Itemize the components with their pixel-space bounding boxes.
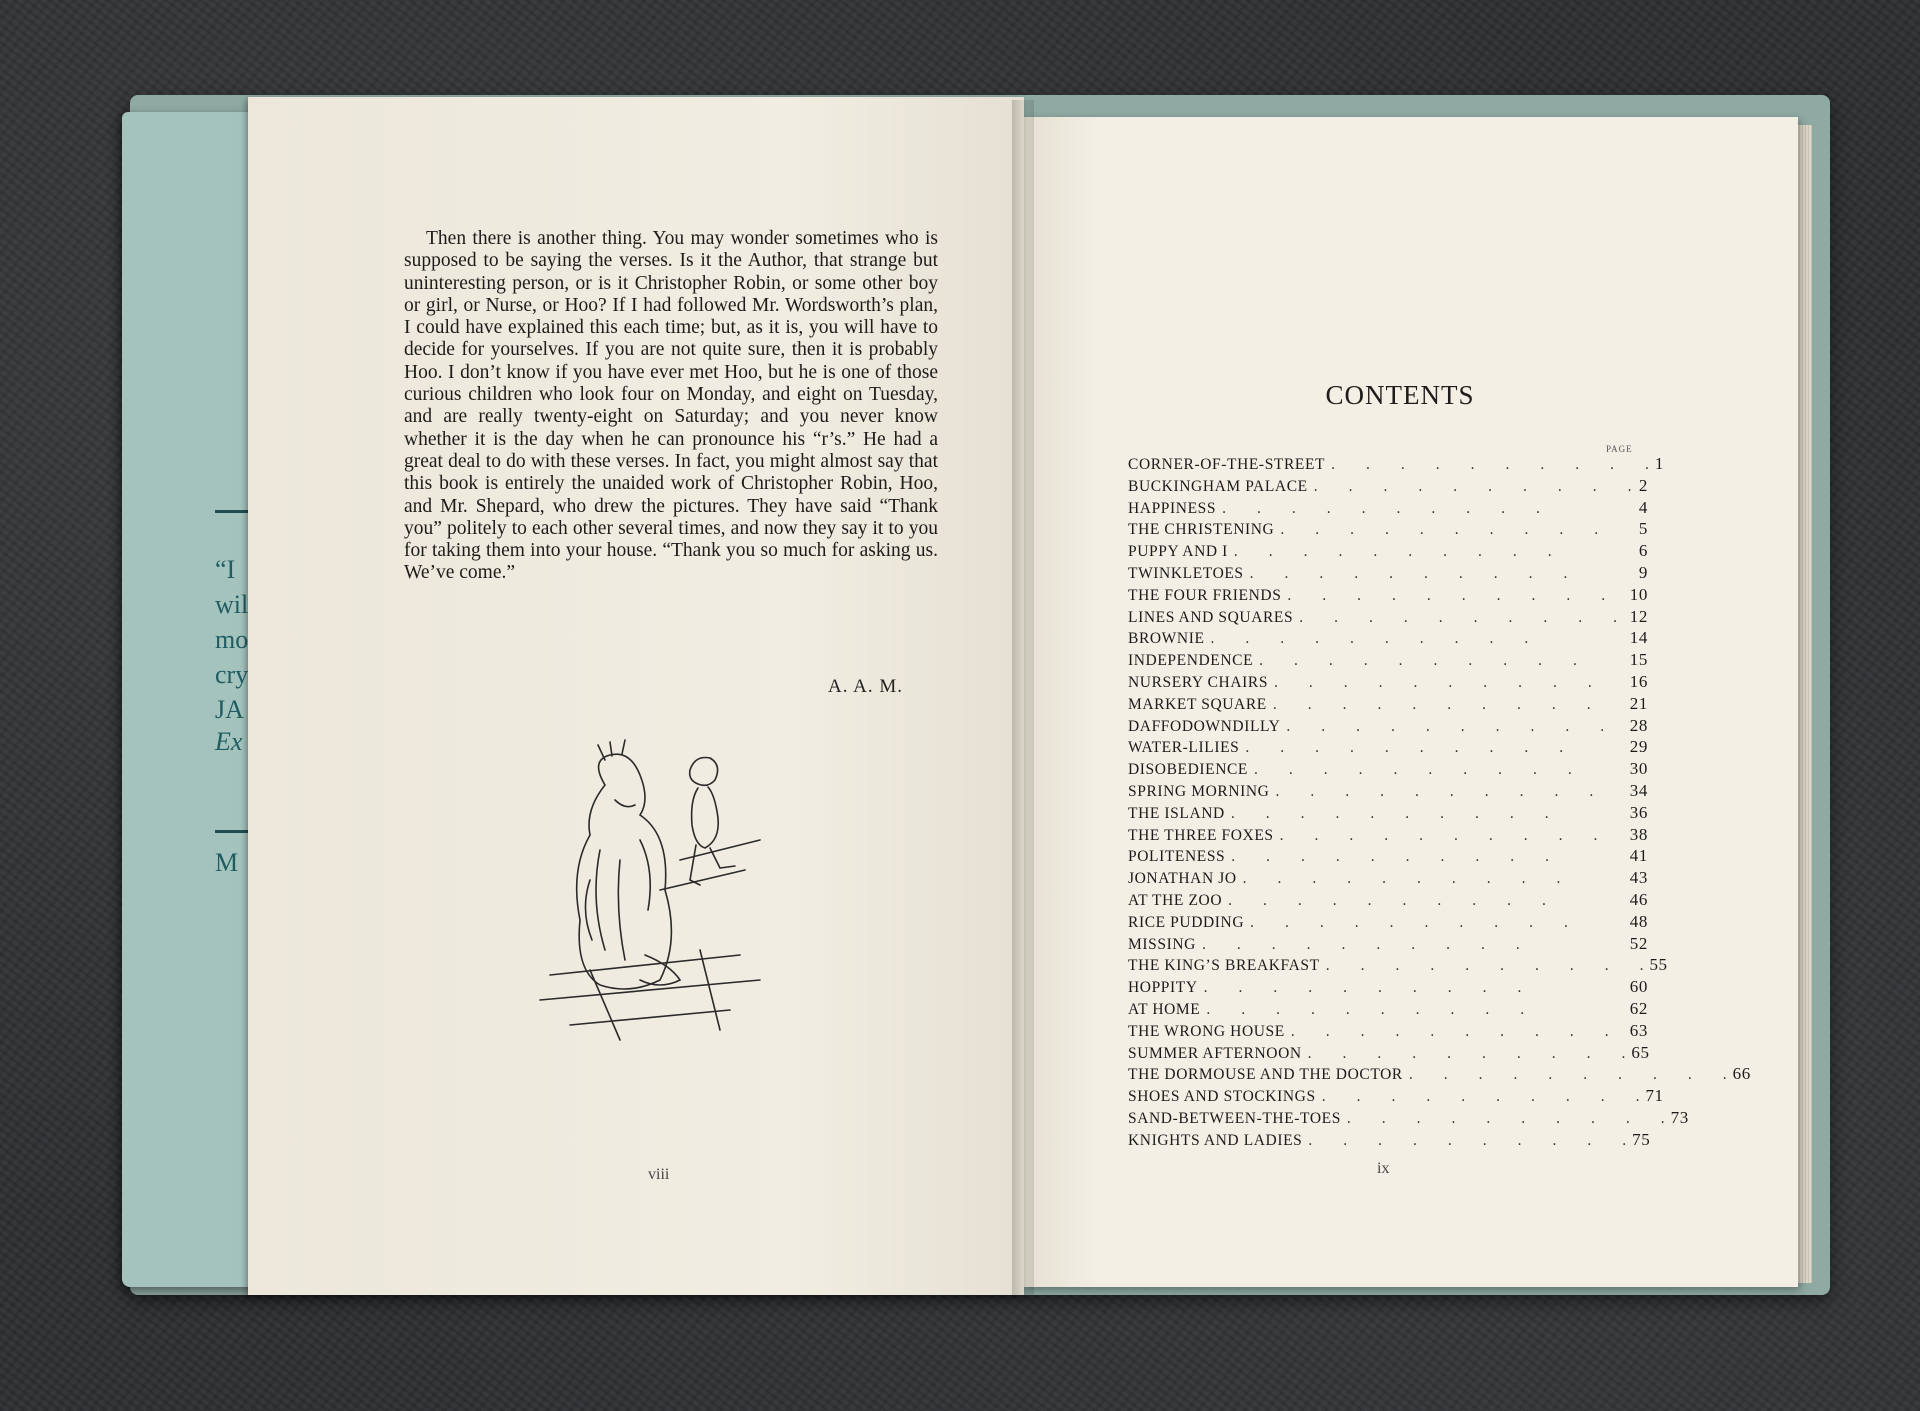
contents-entry-title: THE THREE FOXES xyxy=(1128,826,1274,844)
dot-leader: . . . . . . . . . . xyxy=(1231,848,1550,866)
jacket-text-5: JA xyxy=(215,695,244,724)
contents-entry-title: THE DORMOUSE AND THE DOCTOR xyxy=(1128,1066,1403,1084)
contents-entry-title: MARKET SQUARE xyxy=(1128,695,1267,713)
contents-entry-page: 71 xyxy=(1645,1086,1664,1106)
contents-entry-page: 62 xyxy=(1629,998,1648,1018)
contents-entry xyxy=(1128,1043,1648,1065)
contents-entry-page: 43 xyxy=(1629,868,1648,888)
contents-entry-title: SHOES AND STOCKINGS xyxy=(1128,1088,1316,1106)
author-signature: A. A. M. xyxy=(828,676,904,697)
bear-and-boy-illustration xyxy=(530,740,770,1050)
contents-entry-title: DAFFODOWNDILLY xyxy=(1128,717,1281,735)
dot-leader: . . . . . . . . . . xyxy=(1206,1000,1525,1018)
contents-entry-title: AT HOME xyxy=(1128,1000,1201,1018)
contents-entry xyxy=(1128,912,1648,934)
contents-entry-title: JONATHAN JO xyxy=(1128,870,1237,888)
dot-leader: . . . . . . . . . . xyxy=(1272,695,1591,713)
contents-entry-page: 15 xyxy=(1629,650,1648,670)
dot-leader: . . . . . . . . . . xyxy=(1245,739,1564,757)
contents-entry-title: HAPPINESS xyxy=(1128,499,1217,517)
book-gutter xyxy=(1012,100,1034,1295)
left-folio: viii xyxy=(648,1166,670,1183)
dot-leader: . . . . . . . . . . xyxy=(1290,1022,1609,1040)
jacket-text-3: mo xyxy=(215,625,249,654)
contents-entry xyxy=(1128,563,1648,585)
dot-leader: . . . . . . . . . . xyxy=(1259,652,1577,670)
dot-leader: . . . . . . . . . . xyxy=(1286,717,1605,735)
contents-entry-title: MISSING xyxy=(1128,935,1196,953)
contents-entry xyxy=(1128,1129,1651,1152)
contents-entry-page: 16 xyxy=(1629,671,1648,691)
contents-entry-page: 4 xyxy=(1638,497,1648,517)
contents-entry-title: THE ISLAND xyxy=(1128,804,1225,822)
dot-leader: . . . . . . . . . . xyxy=(1408,1066,1727,1084)
dot-leader: . . . . . . . . . . xyxy=(1230,804,1549,822)
contents-entry xyxy=(1128,694,1648,716)
contents-entry-title: KNIGHTS AND LADIES xyxy=(1128,1131,1303,1149)
contents-entry-title: CORNER-OF-THE-STREET xyxy=(1128,456,1326,473)
dot-leader: . . . . . . . . . . xyxy=(1325,957,1644,975)
right-folio: ix xyxy=(1377,1160,1390,1177)
contents-entry-page: 36 xyxy=(1629,802,1648,822)
dot-leader: . . . . . . . . . . xyxy=(1254,761,1572,779)
contents-entry xyxy=(1128,825,1648,847)
dot-leader: . . . . . . . . . . xyxy=(1210,630,1529,648)
dot-leader: . . . . . . . . . . xyxy=(1321,1088,1640,1106)
contents-entry-title: THE FOUR FRIENDS xyxy=(1128,586,1282,604)
jacket-text-6: Ex xyxy=(215,727,243,756)
dot-leader: . . . . . . . . . . xyxy=(1233,543,1552,561)
contents-entry-title: SAND-BETWEEN-THE-TOES xyxy=(1128,1109,1341,1127)
dot-leader: . . . . . . . . . . xyxy=(1307,1044,1626,1062)
contents-entry-page: 52 xyxy=(1629,933,1648,953)
dot-leader: . . . . . . . . . . xyxy=(1279,826,1598,844)
contents-entry-title: BROWNIE xyxy=(1128,630,1205,648)
dot-leader: . . . . . . . . . . xyxy=(1249,564,1568,582)
contents-entry-page: 55 xyxy=(1649,955,1668,975)
contents-entry-title: INDEPENDENCE xyxy=(1128,652,1254,670)
contents-entry xyxy=(1128,519,1648,541)
contents-entry-title: THE CHRISTENING xyxy=(1128,521,1275,539)
contents-entry-page: 73 xyxy=(1670,1107,1689,1127)
contents-entry-page: 60 xyxy=(1629,977,1648,997)
jacket-text-4: cry xyxy=(215,660,249,689)
contents-entry xyxy=(1128,781,1648,803)
contents-entry-page: 2 xyxy=(1638,475,1648,495)
dot-leader: . . . . . . . . . . xyxy=(1228,891,1546,909)
contents-entry xyxy=(1128,868,1648,890)
contents-entry-page: 12 xyxy=(1629,606,1648,626)
contents-entry-title: SUMMER AFTERNOON xyxy=(1128,1044,1302,1062)
contents-entry-page: 6 xyxy=(1638,541,1648,561)
contents-entry-page: 63 xyxy=(1629,1020,1648,1040)
contents-entry-title: THE WRONG HOUSE xyxy=(1128,1022,1285,1040)
contents-entry-title: NURSERY CHAIRS xyxy=(1128,673,1269,691)
contents-entry xyxy=(1128,541,1648,563)
dot-leader: . . . . . . . . . . xyxy=(1313,477,1632,495)
contents-entry-title: WATER-LILIES xyxy=(1128,739,1240,757)
contents-entry-page: 38 xyxy=(1629,824,1648,844)
preface-text xyxy=(404,228,938,585)
contents-entry xyxy=(1128,1064,1751,1086)
contents-entry-title: SPRING MORNING xyxy=(1128,782,1270,800)
contents-entry xyxy=(1128,607,1648,629)
contents-entry-page: 9 xyxy=(1638,562,1648,582)
contents-entry-page: 28 xyxy=(1629,715,1648,735)
preface-paragraph: Then there is another thing. You may wonder sometimes who is supposed to be saying the verses. Is it the Author, that strange but uninteresting person, or is it Christopher Robin, or some other boy or girl, or Nurse, or Hoo? If I had followed Mr. Wordsworth’s plan, I could have explained this each time; but, as it is, you will have to decide for yourselves. If you are not quite sure, then it is probably Hoo. I don’t know if you have ever met Hoo, but he is one of those curious children who look four on Monday, and eight on Tuesday, and are really twenty-eight on Saturday; and you never know whether it is the day when he can pronounce his “r’s.” He had a great deal to do with these verses. In fact, you might almost say that this book is entirely the unaided work of Christopher Robin, Hoo, and Mr. Shepard, who drew the pictures. They have said “Thank you” politely to each other several times, and now they say it to you for taking them into your house. “Thank you so much for asking us. We’ve come.” xyxy=(404,228,938,584)
dot-leader: . . . . . . . . . . xyxy=(1346,1109,1665,1127)
dot-leader: . . . . . . . . . . xyxy=(1203,979,1522,997)
contents-entry-page: 65 xyxy=(1631,1042,1650,1062)
dot-leader: . . . . . . . . . . xyxy=(1280,521,1599,539)
contents-entry xyxy=(1128,934,1648,956)
contents-entry xyxy=(1128,1086,1664,1108)
contents-entry-title: LINES AND SQUARES xyxy=(1128,608,1294,626)
contents-entry-page: 29 xyxy=(1629,737,1648,757)
dot-leader: . . . . . . . . . . xyxy=(1274,673,1592,691)
contents-entry xyxy=(1128,454,1664,476)
contents-entry-title: PUPPY AND I xyxy=(1128,543,1228,561)
contents-entry xyxy=(1128,672,1648,694)
contents-entry xyxy=(1128,890,1648,912)
jacket-text-2: wil xyxy=(215,590,249,619)
contents-entry xyxy=(1128,585,1648,607)
contents-title: CONTENTS xyxy=(1325,380,1475,410)
contents-entry xyxy=(1128,846,1648,868)
dot-leader: . . . . . . . . . . xyxy=(1299,608,1617,626)
contents-entry-page: 14 xyxy=(1629,628,1648,648)
dot-leader: . . . . . . . . . . xyxy=(1331,456,1649,473)
dot-leader: . . . . . . . . . . xyxy=(1242,870,1561,888)
contents-entry xyxy=(1128,476,1648,498)
contents-entry-title: POLITENESS xyxy=(1128,848,1226,866)
contents-entry xyxy=(1128,716,1648,738)
contents-entry-title: AT THE ZOO xyxy=(1128,891,1223,909)
jacket-text-7: M xyxy=(215,848,239,877)
contents-entry-page: 34 xyxy=(1629,780,1648,800)
contents-entry-title: HOPPITY xyxy=(1128,979,1198,997)
contents-entry-page: 30 xyxy=(1629,759,1648,779)
jacket-text-1: “I xyxy=(215,555,236,584)
dot-leader: . . . . . . . . . . xyxy=(1250,913,1568,931)
contents-entry-title: TWINKLETOES xyxy=(1128,564,1244,582)
contents-entry-title: THE KING’S BREAKFAST xyxy=(1128,957,1320,975)
contents-entry-page: 41 xyxy=(1629,846,1648,866)
contents-entry-title: BUCKINGHAM PALACE xyxy=(1128,477,1308,495)
contents-entry xyxy=(1128,628,1648,650)
dot-leader: . . . . . . . . . . xyxy=(1201,935,1520,953)
contents-entry-title: RICE PUDDING xyxy=(1128,913,1245,931)
dot-leader: . . . . . . . . . . xyxy=(1287,586,1606,604)
contents-entry xyxy=(1128,759,1648,781)
contents-entry xyxy=(1128,1021,1648,1043)
page-column-heading: PAGE xyxy=(1606,444,1633,454)
contents-entry xyxy=(1128,737,1648,759)
contents-entry-page: 48 xyxy=(1629,911,1648,931)
contents-entry xyxy=(1128,955,1668,977)
contents-entry xyxy=(1128,1107,1689,1130)
contents-entry-page: 46 xyxy=(1629,889,1648,909)
contents-entry-page: 66 xyxy=(1732,1064,1751,1084)
contents-entry xyxy=(1128,977,1648,999)
dot-leader: . . . . . . . . . . xyxy=(1222,499,1540,517)
contents-entry-page: 10 xyxy=(1629,584,1648,604)
contents-entry-page: 1 xyxy=(1654,454,1664,473)
contents-list xyxy=(1128,454,1751,1152)
contents-entry-page: 5 xyxy=(1638,519,1648,539)
contents-entry xyxy=(1128,498,1648,520)
contents-entry xyxy=(1128,999,1648,1021)
contents-entry-page: 21 xyxy=(1629,693,1648,713)
contents-entry-page: 75 xyxy=(1632,1129,1651,1149)
contents-entry xyxy=(1128,803,1648,825)
contents-entry-title: DISOBEDIENCE xyxy=(1128,761,1248,779)
dot-leader: . . . . . . . . . . xyxy=(1275,782,1594,800)
contents-entry xyxy=(1128,650,1648,672)
dot-leader: . . . . . . . . . . xyxy=(1308,1131,1627,1149)
